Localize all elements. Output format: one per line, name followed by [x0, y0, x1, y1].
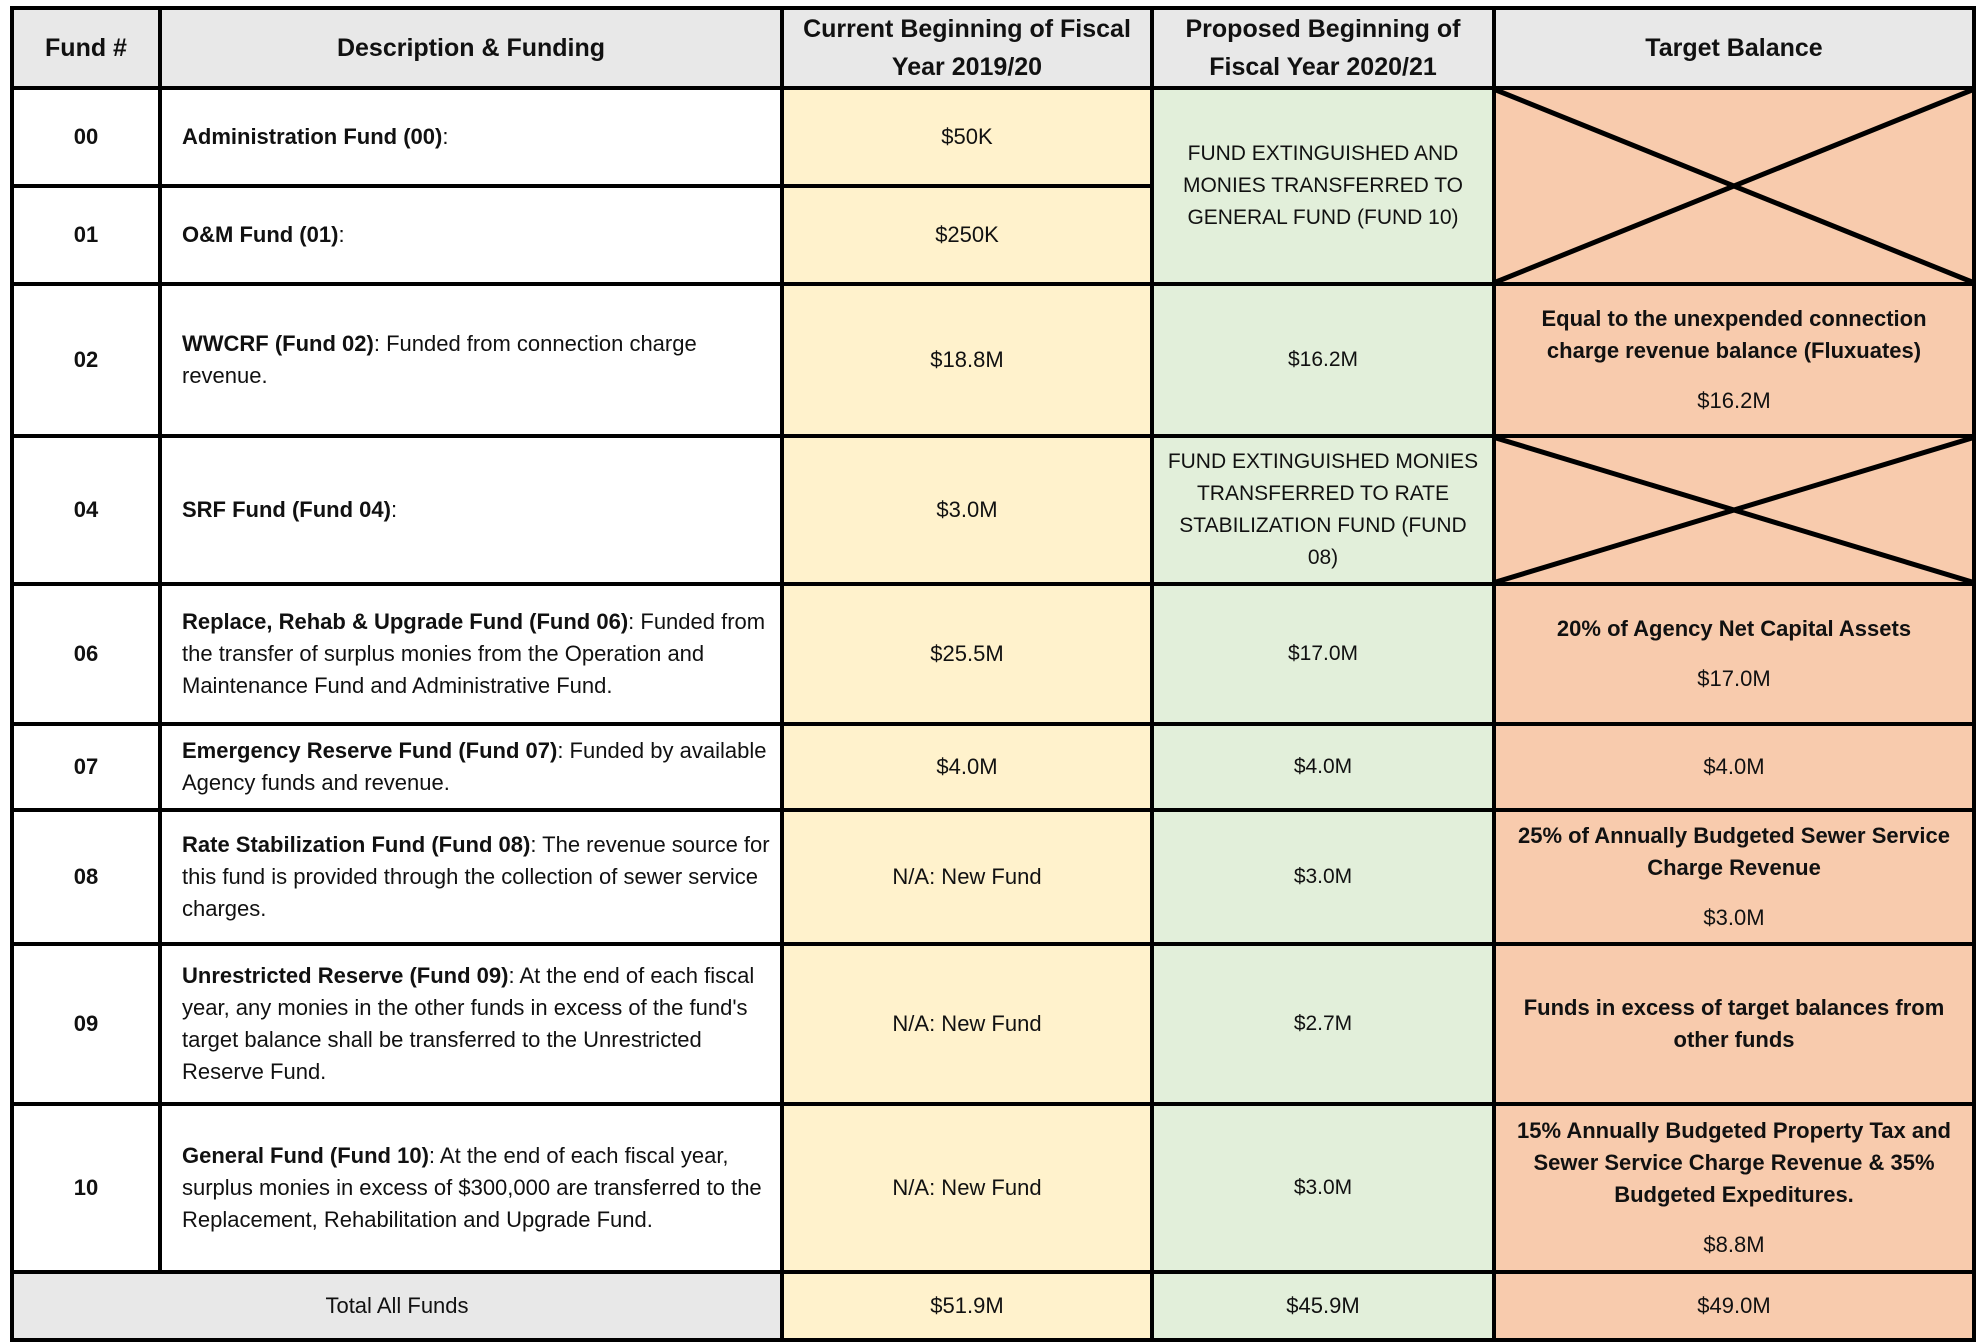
fund-description — [160, 284, 782, 436]
fund-name: Replace, Rehab & Upgrade Fund (Fund 06) — [182, 609, 629, 634]
current-balance: $25.5M — [782, 584, 1152, 724]
current-balance: N/A: New Fund — [782, 944, 1152, 1104]
fund-number: 00 — [12, 88, 160, 186]
target-balance — [1494, 284, 1974, 436]
total-target: $49.0M — [1494, 1272, 1974, 1340]
table-row — [12, 284, 1974, 436]
cross-out-mark — [1496, 438, 1972, 582]
total-proposed: $45.9M — [1152, 1272, 1494, 1340]
current-balance: $4.0M — [782, 724, 1152, 810]
fund-name: SRF Fund (Fund 04) — [182, 497, 391, 522]
target-not-applicable — [1494, 436, 1974, 584]
header-row — [12, 8, 1974, 88]
total-row — [12, 1272, 1974, 1340]
fund-name: O&M Fund (01) — [182, 222, 339, 247]
fund-number: 02 — [12, 284, 160, 436]
fund-funding-text: : — [338, 222, 345, 247]
fund-name: Rate Stabilization Fund (Fund 08) — [182, 832, 531, 857]
proposed-balance-merged: FUND EXTINGUISHED AND MONIES TRANSFERRED TO GENERAL FUND (FUND 10) — [1152, 88, 1494, 284]
target-amount: $3.0M — [1703, 905, 1765, 930]
target-balance — [1494, 584, 1974, 724]
fund-funding-text: : The revenue source for this fund is provided through the collection of sewer service charges. — [182, 832, 770, 921]
target-amount: $16.2M — [1697, 388, 1771, 413]
target-not-applicable — [1494, 88, 1974, 284]
current-balance: $50K — [782, 88, 1152, 186]
current-balance: $3.0M — [782, 436, 1152, 584]
fund-funding-text: : — [390, 497, 398, 522]
fund-description — [160, 88, 782, 186]
current-balance: N/A: New Fund — [782, 810, 1152, 944]
target-rule: 20% of Agency Net Capital Assets — [1556, 616, 1912, 641]
proposed-balance: $3.0M — [1152, 1104, 1494, 1272]
target-balance — [1494, 1104, 1974, 1272]
proposed-balance: FUND EXTINGUISHED MONIES TRANSFERRED TO RATE STABILIZATION FUND (FUND 08) — [1152, 436, 1494, 584]
fund-funding-text: : Funded by available Agency funds and revenue. — [182, 738, 767, 795]
header-description: Description & Funding — [160, 8, 782, 88]
fund-funding-text: : At the end of each fiscal year, any monies in the other funds in excess of the fund's target balance shall be transferred to the Unrestricted Reserve Fund. — [182, 963, 755, 1084]
table-row — [12, 944, 1974, 1104]
table-row — [12, 436, 1974, 584]
fund-name: Emergency Reserve Fund (Fund 07) — [182, 738, 558, 763]
current-balance: $18.8M — [782, 284, 1152, 436]
fund-number: 10 — [12, 1104, 160, 1272]
total-current: $51.9M — [782, 1272, 1152, 1340]
fund-number: 09 — [12, 944, 160, 1104]
fund-name: Unrestricted Reserve (Fund 09) — [182, 963, 509, 988]
total-label: Total All Funds — [12, 1272, 782, 1340]
fund-description — [160, 944, 782, 1104]
fund-funding-text: : At the end of each fiscal year, surplus monies in excess of $300,000 are transferred to the Replacement, Rehabilitation and Upgrade Fund. — [182, 1143, 762, 1232]
fund-name: General Fund (Fund 10) — [182, 1143, 429, 1168]
fund-name: Administration Fund (00) — [182, 124, 443, 149]
fund-funding-text: : Funded from connection charge revenue. — [182, 331, 697, 388]
fund-number: 06 — [12, 584, 160, 724]
target-balance — [1494, 810, 1974, 944]
target-amount: $4.0M — [1494, 724, 1974, 810]
table-row — [12, 810, 1974, 944]
proposed-balance: $16.2M — [1152, 284, 1494, 436]
proposed-balance: $17.0M — [1152, 584, 1494, 724]
proposed-balance: $3.0M — [1152, 810, 1494, 944]
header-proposed-fy: Proposed Beginning of Fiscal Year 2020/21 — [1152, 8, 1494, 88]
header-fund-number: Fund # — [12, 8, 160, 88]
fund-description — [160, 186, 782, 284]
fund-funding-text: : Funded from the transfer of surplus monies from the Operation and Maintenance Fund and Administrative Fund. — [182, 609, 766, 698]
table-row — [12, 1104, 1974, 1272]
target-amount: $17.0M — [1697, 666, 1771, 691]
target-amount: $8.8M — [1703, 1232, 1765, 1257]
table-row — [12, 584, 1974, 724]
fund-number: 07 — [12, 724, 160, 810]
fund-name: WWCRF (Fund 02) — [182, 331, 374, 356]
target-rule: Equal to the unexpended connection charge revenue balance (Fluxuates) — [1541, 306, 1927, 363]
header-current-fy: Current Beginning of Fiscal Year 2019/20 — [782, 8, 1152, 88]
fund-funding-text: : — [442, 124, 449, 149]
current-balance: N/A: New Fund — [782, 1104, 1152, 1272]
target-rule: 15% Annually Budgeted Property Tax and Sewer Service Charge Revenue & 35% Budgeted Expeditures. — [1517, 1118, 1951, 1207]
fund-description — [160, 584, 782, 724]
table-row — [12, 88, 1974, 186]
fund-description — [160, 724, 782, 810]
target-rule: Funds in excess of target balances from other funds — [1523, 995, 1945, 1052]
fund-number: 01 — [12, 186, 160, 284]
table-row — [12, 724, 1974, 810]
fund-description — [160, 810, 782, 944]
fund-number: 04 — [12, 436, 160, 584]
header-target-balance: Target Balance — [1494, 8, 1974, 88]
target-balance — [1494, 944, 1974, 1104]
proposed-balance: $4.0M — [1152, 724, 1494, 810]
proposed-balance: $2.7M — [1152, 944, 1494, 1104]
fund-description — [160, 436, 782, 584]
cross-out-mark — [1496, 90, 1972, 282]
target-rule: 25% of Annually Budgeted Sewer Service Charge Revenue — [1518, 823, 1950, 880]
fund-number: 08 — [12, 810, 160, 944]
fund-description — [160, 1104, 782, 1272]
current-balance: $250K — [782, 186, 1152, 284]
fund-balance-table — [10, 6, 1976, 1342]
